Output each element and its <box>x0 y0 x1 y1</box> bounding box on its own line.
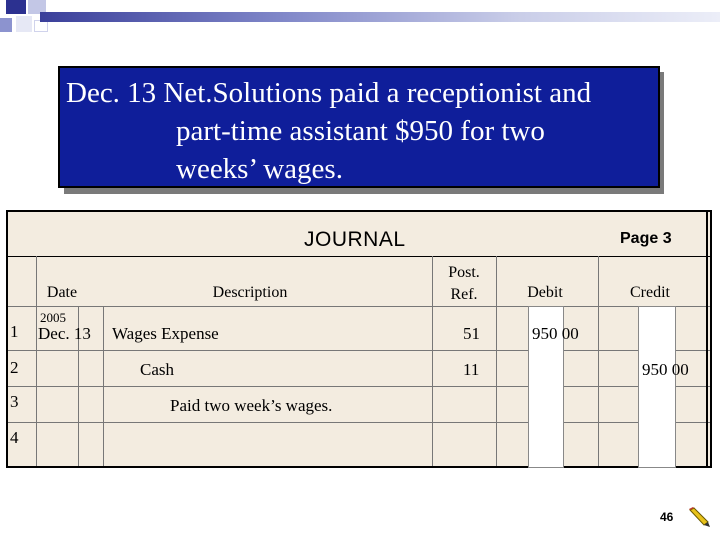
credit-cents-column <box>638 306 676 468</box>
grid-line <box>8 306 710 307</box>
header-credit: Credit <box>630 284 670 301</box>
header-debit: Debit <box>527 284 563 301</box>
entry-post-ref: 51 <box>463 324 480 343</box>
title-line-1: Dec. 13 Net.Solutions paid a receptionist and <box>66 77 592 109</box>
grid-line <box>103 306 104 466</box>
decor-square <box>6 0 26 14</box>
entry-description: Cash <box>140 360 174 379</box>
pencil-icon <box>688 506 712 528</box>
header-post-ref-1: Post. <box>448 264 480 281</box>
grid-line <box>8 256 710 257</box>
decor-gradient-bar <box>40 12 720 22</box>
header-description: Description <box>212 284 288 301</box>
title-line-3: weeks’ wages. <box>176 153 343 185</box>
grid-line <box>432 256 433 466</box>
header-post-ref-2: Ref. <box>450 286 478 303</box>
entry-date: Dec. 13 <box>38 324 91 343</box>
entry-post-ref: 11 <box>463 360 480 379</box>
entry-description: Paid two week’s wages. <box>170 396 333 415</box>
journal-page-label: Page 3 <box>620 230 672 247</box>
slide-page-number: 46 <box>660 510 674 524</box>
decor-square <box>0 18 12 32</box>
entry-credit: 950 00 <box>642 360 689 379</box>
entry-debit: 950 00 <box>532 324 579 343</box>
grid-line <box>36 256 37 466</box>
journal-year: 2005 <box>40 310 66 325</box>
grid-line <box>8 386 710 387</box>
title-line-2: part-time assistant $950 for two <box>176 115 545 147</box>
row-number: 1 <box>10 322 19 341</box>
grid-line <box>496 256 497 466</box>
row-number: 4 <box>10 428 19 447</box>
grid-line <box>598 256 599 466</box>
decor-square <box>16 16 32 32</box>
row-number: 2 <box>10 358 19 377</box>
header-date: Date <box>46 284 78 301</box>
entry-description: Wages Expense <box>112 324 219 343</box>
grid-line <box>8 350 710 351</box>
journal-heading: JOURNAL <box>304 228 406 251</box>
grid-line <box>706 210 708 468</box>
grid-line <box>8 422 710 423</box>
row-number: 3 <box>10 392 19 411</box>
title-box <box>58 66 660 188</box>
